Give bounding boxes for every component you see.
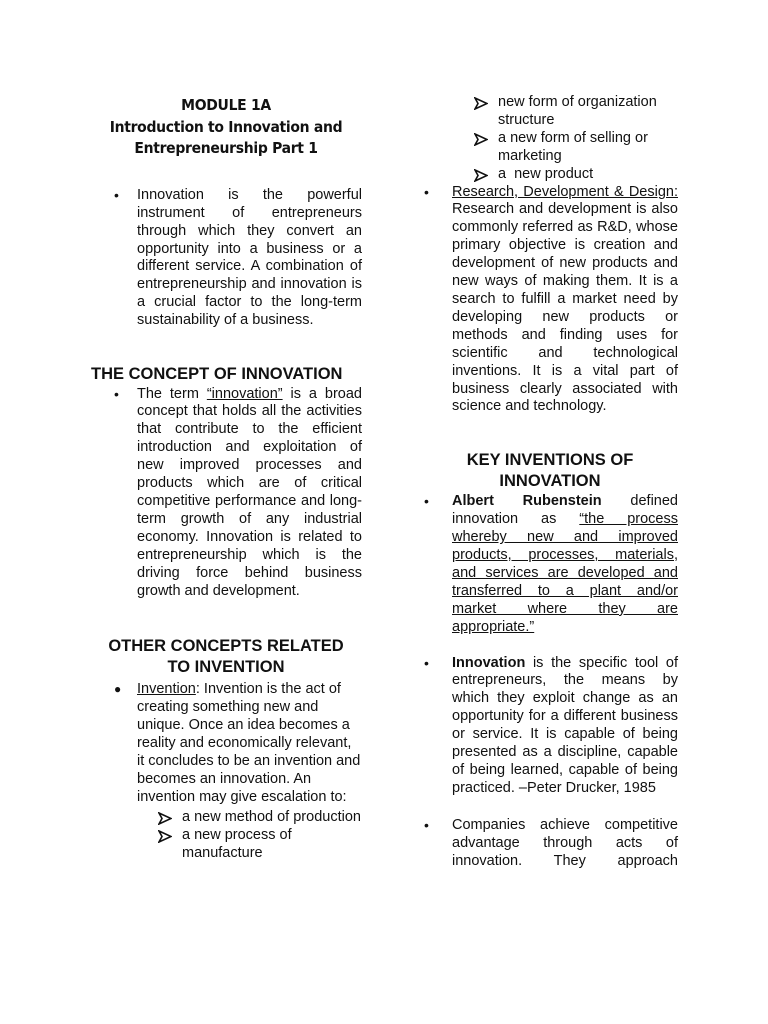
innovation-text: is the specific tool of entrepreneurs, the means by which they exploit change as an opportunity for a different business or service. It is capable of being presented as a discipline, capable of being learned, capable of being practiced. –Peter Drucker, 1985 (452, 654, 678, 796)
rubenstein-paragraph (452, 493, 678, 636)
drucker-paragraph (452, 655, 678, 798)
intro-text: Innovation is the powerful instrument of entrepreneurs through which they convert an opportunity into a business or a different service. A combination of entrepreneurship and innovation is a crucial factor to the long-term sustainability of a business. (137, 186, 362, 329)
invention-subitem (158, 809, 362, 827)
rubenstein-item (400, 493, 678, 636)
companies-text: Companies achieve competitive advantage through acts of innovation. They approach (452, 816, 678, 869)
companies-item (400, 817, 678, 871)
key-heading-line1: KEY INVENTIONS OF (466, 451, 634, 470)
rnd-term: Research, Development & Design: (452, 183, 678, 200)
concept-term: “innovation” (206, 385, 283, 402)
intro-item (90, 187, 362, 330)
bullet-icon: • (424, 654, 429, 671)
bullet-icon: • (424, 816, 429, 833)
intro-list (90, 187, 362, 330)
invention-subitem-text: a new form of selling or marketing (498, 129, 648, 164)
arrowhead-icon (158, 809, 172, 825)
bullet-icon: • (114, 186, 119, 203)
innovation-term: Innovation (452, 654, 526, 671)
left-column (90, 95, 362, 862)
bullet-icon: • (424, 493, 429, 510)
drucker-item (400, 655, 678, 798)
bullet-icon: • (424, 183, 429, 200)
arrowhead-icon (158, 827, 172, 843)
key-list (400, 493, 678, 870)
concept-heading: THE CONCEPT OF INNOVATION (91, 365, 343, 384)
invention-item (90, 681, 362, 862)
other-list (90, 681, 362, 862)
other-heading (90, 636, 362, 677)
arrowhead-icon (474, 94, 488, 110)
rnd-paragraph (452, 184, 678, 417)
concept-item (90, 386, 362, 601)
invention-sublist (158, 809, 362, 863)
invention-subitem-text: a new method of production (182, 808, 361, 825)
invention-subitem-text: a new product (498, 165, 594, 182)
rnd-text: Research and development is also commonly referred as R&D, whose primary objective is creation and development of new products and new ways of making them. It is a search to fulfill a market need by developing new products or methods and finding uses for scientific and technological inventions. It is a vital part of business clearly associated with science and technology. (452, 201, 678, 415)
module-title (90, 95, 362, 160)
invention-subitem-text: a new process of manufacture (182, 826, 292, 861)
rubenstein-name: Albert Rubenstein (452, 493, 602, 510)
concept-paragraph (137, 386, 362, 601)
invention-subitem (474, 166, 678, 184)
invention-subitem (158, 827, 362, 863)
concept-text: is a broad concept that holds all the activities that contribute to the efficient introduction and exploitation of new improved processes and products which are of critical competitive performance and long- term growth of any industrial economy. Innovation is related to entrepreneurship which is the driving force behind business growth and development. (137, 385, 362, 599)
key-heading-line2: INNOVATION (499, 471, 601, 490)
invention-subitem-text: new form of organization structure (498, 94, 657, 128)
bullet-icon: ● (114, 682, 122, 697)
invention-subitem (474, 94, 678, 130)
arrowhead-icon (474, 166, 488, 182)
key-heading (422, 450, 678, 491)
other-heading-line2: TO INVENTION (167, 657, 285, 676)
concept-prefix: The term (137, 385, 207, 402)
right-column (426, 94, 678, 871)
invention-paragraph (137, 681, 362, 806)
module-title-line2: Introduction to Innovation and (109, 117, 343, 136)
rubenstein-mid: defined innovation as (452, 493, 678, 528)
invention-term: Invention (137, 681, 196, 698)
bullet-icon: • (114, 385, 119, 402)
concept-list (90, 386, 362, 601)
invention-text: : Invention is the act of creating something new and unique. Once an idea becomes a reality and economically relevant, it concludes to be an invention and becomes an innovation. An invention may give escalation to: (137, 681, 361, 805)
rnd-item (400, 184, 678, 417)
module-title-line3: Entrepreneurship Part 1 (134, 139, 318, 158)
invention-subitem (474, 130, 678, 166)
arrowhead-icon (474, 130, 488, 146)
rnd-list (400, 184, 678, 417)
module-title-line1: MODULE 1A (181, 96, 271, 114)
other-heading-line1: OTHER CONCEPTS RELATED (108, 637, 344, 656)
invention-continued-list (474, 94, 678, 184)
rubenstein-quote: “the process whereby new and improved products, processes, materials, and services are developed and transferred to a plant and/or market where they are appropriate.” (452, 511, 678, 635)
